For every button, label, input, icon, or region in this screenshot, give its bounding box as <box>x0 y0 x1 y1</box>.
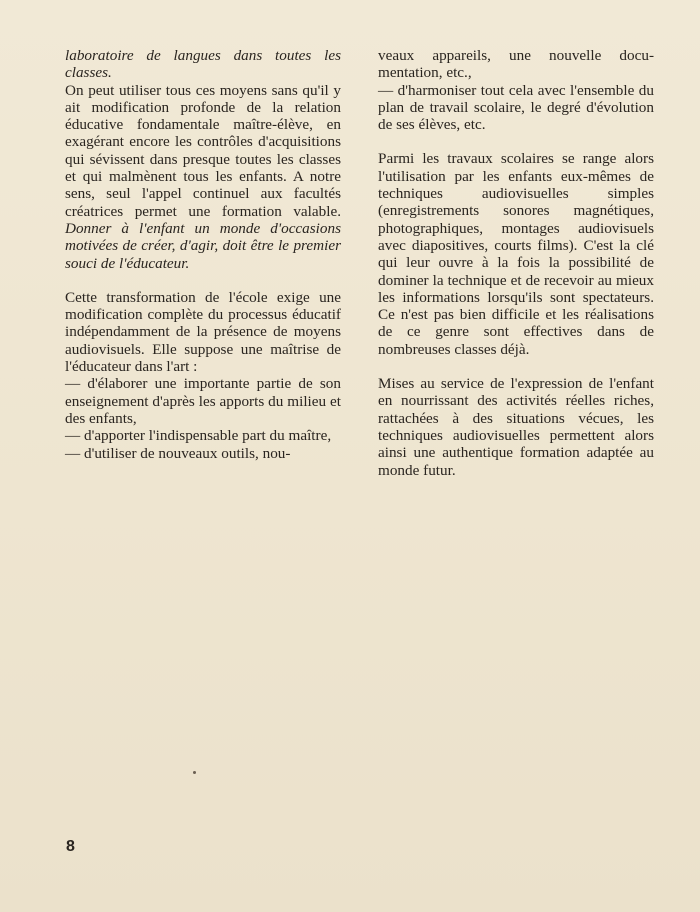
list-item-continued: veaux appareils, une nouvelle documentation, etc., <box>378 47 654 82</box>
right-column <box>378 47 654 479</box>
paragraph-creative-faculties <box>65 82 341 272</box>
paragraph-conclusion: Mises au service de l'expression de l'enfant en nourrissant des activités réelles riches, rattachées à des situations vécues, les techniques audiovisuelles permettent alors ainsi une authentique formation adaptée au monde futur. <box>378 375 654 479</box>
paper-speck <box>193 771 196 774</box>
paragraph-italic-opening: laboratoire de langues dans toutes les classes. <box>65 47 341 82</box>
list-item: — d'harmoniser tout cela avec l'ensemble du plan de travail scolaire, le degré d'évolution de ses élèves, etc. <box>378 81 654 134</box>
paragraph-gap <box>378 358 654 375</box>
paragraph-gap <box>65 272 341 289</box>
paragraph-school-work: Parmi les travaux scolaires se range alors l'utilisation par les enfants eux-mêmes de techniques audiovisuelles simples (enregistrements sonores magnétiques, photographiques, montages audiovisuels avec diapositives, courts films). C'est la clé qui leur ouvre à la fois la possibilité de dominer la technique et de recevoir au mieux les informations lorsqu'ils sont spectateurs. Ce n'est pas bien difficile et les réalisations de ce genre sont effectives dans de nombreuses classes déjà. <box>378 150 654 358</box>
list-item: — d'élaborer une importante partie de son enseignement d'après les apports du milieu et des enfants, <box>65 375 341 427</box>
paragraph-gap <box>378 133 654 150</box>
left-column <box>65 47 341 462</box>
list-item: — d'utiliser de nouveaux outils, nou- <box>65 444 291 462</box>
paragraph-italic-emphasis: Donner à l'enfant un monde d'occasions motivées de créer, d'agir, doit être le premier souci de l'éducateur. <box>65 219 341 272</box>
page-number: 8 <box>66 838 75 855</box>
list-item: — d'apporter l'indispensable part du maître, <box>65 427 332 445</box>
paragraph-transformation: Cette transformation de l'école exige une modification complète du processus éducatif indépendamment de la présence de moyens audiovisuels. Elle suppose une maîtrise de l'éducateur dans l'art : <box>65 288 341 376</box>
paragraph-text: On peut utiliser tous ces moyens sans qu'il y ait modification profonde de la relation éducative fondamentale maître-élève, en exagérant encore les contrôles d'acquisitions qui sévissent dans presque toutes les classes et qui malmènent tous les enfants. A notre sens, seul l'appel continuel aux facultés créatrices permet une formation valable. <box>65 81 341 220</box>
